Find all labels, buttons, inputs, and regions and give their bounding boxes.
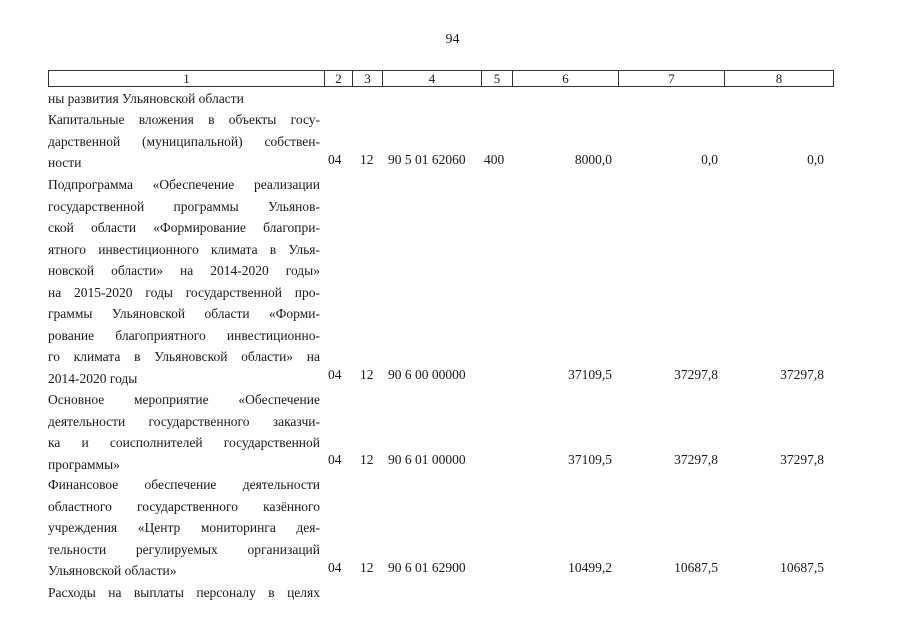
row-text-line: государственной программы Ульянов- xyxy=(48,198,320,214)
row-text-line: 2014-2020 годы xyxy=(48,370,138,386)
table-row xyxy=(48,109,320,174)
row-text-line: деятельности государственного заказчи- xyxy=(48,413,320,429)
row-text-line: Основное мероприятие «Обеспечение xyxy=(48,392,320,407)
subsection-code: 12 xyxy=(360,560,374,575)
row-text-line: дарственной (муниципальной) собствен- xyxy=(48,133,320,149)
row-text-line: Расходы на выплаты персоналу в целях xyxy=(48,585,320,600)
amount-col-7: 10687,5 xyxy=(674,560,718,575)
amount-col-6: 10499,2 xyxy=(568,560,612,575)
row-text-line: Финансовое обеспечение деятельности xyxy=(48,477,320,492)
header-col-2: 2 xyxy=(324,70,353,87)
target-item-code: 90 5 01 62060 xyxy=(388,152,466,167)
header-col-1: 1 xyxy=(48,70,325,87)
row-text-line: областного государственного казённого xyxy=(48,498,320,514)
header-col-7: 7 xyxy=(618,70,725,87)
amount-col-8: 0,0 xyxy=(807,152,824,167)
header-col-4: 4 xyxy=(382,70,482,87)
row-text-line: на 2015-2020 годы государственной про- xyxy=(48,284,320,300)
target-item-code: 90 6 01 62900 xyxy=(388,560,466,575)
amount-col-6: 37109,5 xyxy=(568,452,612,467)
section-code: 04 xyxy=(328,560,342,575)
amount-col-7: 37297,8 xyxy=(674,452,718,467)
subsection-code: 12 xyxy=(360,152,374,167)
row-text-line: граммы Ульяновской области «Форми- xyxy=(48,306,320,321)
row-text-line: тельности регулируемых организаций xyxy=(48,541,320,557)
row-text-line: ятного инвестиционного климата в Улья- xyxy=(48,241,320,257)
table-row xyxy=(48,389,320,475)
row-text-line: ности xyxy=(48,155,82,170)
expense-type-code: 400 xyxy=(484,152,505,167)
header-col-5: 5 xyxy=(481,70,513,87)
amount-col-6: 8000,0 xyxy=(574,152,612,167)
amount-col-8: 37297,8 xyxy=(780,452,824,467)
table-row xyxy=(48,174,320,389)
amount-col-7: 0,0 xyxy=(701,152,718,167)
row-text-line: ка и соисполнителей государственной xyxy=(48,435,320,450)
amount-col-8: 37297,8 xyxy=(780,367,824,382)
row-text-line: Капитальные вложения в объекты госу- xyxy=(48,112,320,127)
amount-col-7: 37297,8 xyxy=(674,367,718,382)
subsection-code: 12 xyxy=(360,367,374,382)
page-number: 94 xyxy=(445,32,460,47)
row-text-line: Подпрограмма «Обеспечение реализации xyxy=(48,177,320,192)
subsection-code: 12 xyxy=(360,452,374,467)
row-text-line: рование благоприятного инвестиционно- xyxy=(48,327,320,343)
table-row xyxy=(48,474,320,582)
row-text-line: го климата в Ульяновской области» на xyxy=(48,349,320,364)
target-item-code: 90 6 01 00000 xyxy=(388,452,466,467)
table-row xyxy=(48,582,320,604)
target-item-code: 90 6 00 00000 xyxy=(388,367,466,382)
row-text-line: учреждения «Центр мониторинга дея- xyxy=(48,520,320,535)
amount-col-8: 10687,5 xyxy=(780,560,824,575)
table-row xyxy=(48,88,320,110)
section-code: 04 xyxy=(328,367,342,382)
section-code: 04 xyxy=(328,452,342,467)
amount-col-6: 37109,5 xyxy=(568,367,612,382)
row-text-line: новской области» на 2014-2020 годы» xyxy=(48,263,320,278)
row-text-line: ны развития Ульяновской области xyxy=(48,91,244,106)
header-col-3: 3 xyxy=(352,70,383,87)
section-code: 04 xyxy=(328,152,342,167)
header-col-8: 8 xyxy=(724,70,834,87)
header-col-6: 6 xyxy=(512,70,619,87)
row-text-line: программы» xyxy=(48,456,120,472)
row-text-line: Ульяновской области» xyxy=(48,563,177,578)
row-text-line: ской области «Формирование благопри- xyxy=(48,220,320,235)
